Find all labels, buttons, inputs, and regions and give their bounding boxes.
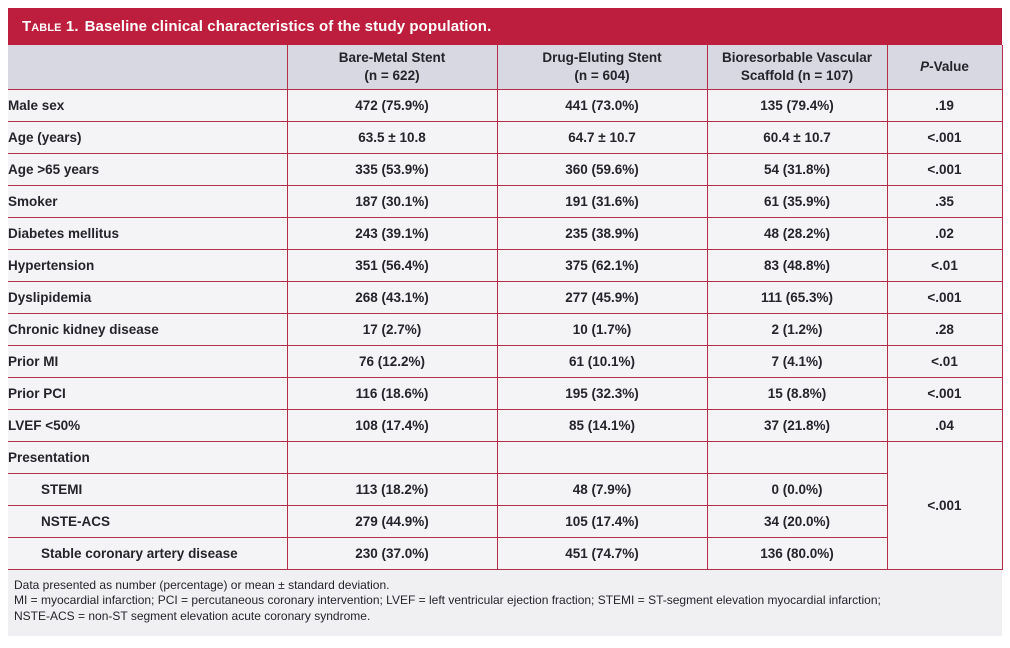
table-row-prior-mi	[8, 345, 1002, 377]
cell-bvs: 111 (65.3%)	[707, 281, 887, 313]
cell-p-value: <.01	[887, 345, 1002, 377]
table-title-text: Baseline clinical characteristics of the study population.	[84, 18, 492, 35]
header-line: Scaffold (n = 107)	[740, 67, 854, 83]
table-footnote	[8, 570, 1002, 637]
cell-p-value-merged: <.001	[887, 441, 1002, 569]
table-row-prior-pci	[8, 377, 1002, 409]
row-label: NSTE-ACS	[8, 505, 287, 537]
table-row-chronic-kidney-disease	[8, 313, 1002, 345]
baseline-characteristics-table	[8, 45, 1003, 570]
table-row-smoker	[8, 185, 1002, 217]
header-empty-cell	[8, 45, 287, 89]
row-label: LVEF <50%	[8, 409, 287, 441]
row-label: Age >65 years	[8, 153, 287, 185]
cell-p-value: .19	[887, 89, 1002, 121]
cell-des: 451 (74.7%)	[497, 537, 707, 569]
table-row-age-over-65	[8, 153, 1002, 185]
table-row-hypertension	[8, 249, 1002, 281]
p-italic: P	[920, 59, 930, 75]
row-label: Dyslipidemia	[8, 281, 287, 313]
cell-des: 10 (1.7%)	[497, 313, 707, 345]
row-label: Stable coronary artery disease	[8, 537, 287, 569]
cell-bms: 108 (17.4%)	[287, 409, 497, 441]
column-header-p-value	[887, 45, 1002, 89]
cell-bvs: 34 (20.0%)	[707, 505, 887, 537]
cell-des: 85 (14.1%)	[497, 409, 707, 441]
cell-p-value: <.001	[887, 281, 1002, 313]
cell-des: 64.7 ± 10.7	[497, 121, 707, 153]
row-label: Prior PCI	[8, 377, 287, 409]
cell-des: 48 (7.9%)	[497, 473, 707, 505]
footnote-abbreviations-1: MI = myocardial infarction; PCI = percutaneous coronary intervention; LVEF = left ventricular ejection fraction; STEMI = ST-segment elevation myocardial infarction;	[14, 593, 881, 608]
cell-bms: 335 (53.9%)	[287, 153, 497, 185]
cell-bvs: 54 (31.8%)	[707, 153, 887, 185]
cell-bvs: 61 (35.9%)	[707, 185, 887, 217]
footnote-abbreviations-2: NSTE-ACS = non-ST segment elevation acute coronary syndrome.	[14, 608, 371, 623]
cell-des: 191 (31.6%)	[497, 185, 707, 217]
table-1-panel	[8, 8, 1002, 636]
cell-bvs: 135 (79.4%)	[707, 89, 887, 121]
table-title-bar	[8, 8, 1002, 45]
table-row-age	[8, 121, 1002, 153]
header-line: Bioresorbable Vascular	[721, 50, 873, 66]
cell-bvs: 48 (28.2%)	[707, 217, 887, 249]
cell-bms: 63.5 ± 10.8	[287, 121, 497, 153]
header-row	[8, 45, 1002, 89]
column-header-bare-metal-stent	[287, 45, 497, 89]
header-line: (n = 604)	[574, 67, 630, 83]
table-header	[8, 45, 1002, 89]
cell-bvs: 7 (4.1%)	[707, 345, 887, 377]
row-label: Age (years)	[8, 121, 287, 153]
header-line: Drug-Eluting Stent	[542, 50, 662, 66]
header-line: (n = 622)	[364, 67, 420, 83]
row-label: Smoker	[8, 185, 287, 217]
table-row-dyslipidemia	[8, 281, 1002, 313]
row-label: STEMI	[8, 473, 287, 505]
row-label: Hypertension	[8, 249, 287, 281]
table-body	[8, 89, 1002, 569]
cell-p-value: .04	[887, 409, 1002, 441]
cell-bms: 113 (18.2%)	[287, 473, 497, 505]
cell-des: 375 (62.1%)	[497, 249, 707, 281]
cell-bvs: 60.4 ± 10.7	[707, 121, 887, 153]
cell-bms	[287, 441, 497, 473]
header-line: Bare-Metal Stent	[338, 50, 446, 66]
cell-des: 235 (38.9%)	[497, 217, 707, 249]
column-header-drug-eluting-stent	[497, 45, 707, 89]
cell-bvs: 136 (80.0%)	[707, 537, 887, 569]
cell-bvs: 0 (0.0%)	[707, 473, 887, 505]
cell-des: 441 (73.0%)	[497, 89, 707, 121]
cell-bms: 116 (18.6%)	[287, 377, 497, 409]
cell-bvs: 37 (21.8%)	[707, 409, 887, 441]
cell-bms: 279 (44.9%)	[287, 505, 497, 537]
cell-des	[497, 441, 707, 473]
table-row-stemi	[8, 473, 1002, 505]
table-row-lvef	[8, 409, 1002, 441]
cell-bvs: 2 (1.2%)	[707, 313, 887, 345]
table-row-stable-cad	[8, 537, 1002, 569]
cell-p-value: <.01	[887, 249, 1002, 281]
cell-bms: 472 (75.9%)	[287, 89, 497, 121]
cell-bms: 243 (39.1%)	[287, 217, 497, 249]
cell-p-value: .02	[887, 217, 1002, 249]
table-row-nste-acs	[8, 505, 1002, 537]
table-row-male-sex	[8, 89, 1002, 121]
footnote-data-presentation: Data presented as number (percentage) or mean ± standard deviation.	[14, 577, 390, 592]
column-header-bioresorbable-vascular-scaffold	[707, 45, 887, 89]
cell-des: 360 (59.6%)	[497, 153, 707, 185]
table-row-presentation	[8, 441, 1002, 473]
cell-p-value: .35	[887, 185, 1002, 217]
cell-p-value: .28	[887, 313, 1002, 345]
cell-des: 277 (45.9%)	[497, 281, 707, 313]
cell-des: 105 (17.4%)	[497, 505, 707, 537]
cell-p-value: <.001	[887, 377, 1002, 409]
cell-bvs	[707, 441, 887, 473]
row-label: Male sex	[8, 89, 287, 121]
row-label: Chronic kidney disease	[8, 313, 287, 345]
table-number-label: Table 1.	[22, 18, 79, 35]
cell-p-value: <.001	[887, 121, 1002, 153]
cell-bms: 187 (30.1%)	[287, 185, 497, 217]
cell-bms: 230 (37.0%)	[287, 537, 497, 569]
cell-bms: 351 (56.4%)	[287, 249, 497, 281]
cell-des: 195 (32.3%)	[497, 377, 707, 409]
cell-bvs: 15 (8.8%)	[707, 377, 887, 409]
cell-bms: 268 (43.1%)	[287, 281, 497, 313]
cell-des: 61 (10.1%)	[497, 345, 707, 377]
table-row-diabetes	[8, 217, 1002, 249]
row-label: Presentation	[8, 441, 287, 473]
cell-p-value: <.001	[887, 153, 1002, 185]
row-label: Prior MI	[8, 345, 287, 377]
cell-bms: 17 (2.7%)	[287, 313, 497, 345]
p-rest: -Value	[929, 59, 969, 75]
cell-bvs: 83 (48.8%)	[707, 249, 887, 281]
row-label: Diabetes mellitus	[8, 217, 287, 249]
cell-bms: 76 (12.2%)	[287, 345, 497, 377]
